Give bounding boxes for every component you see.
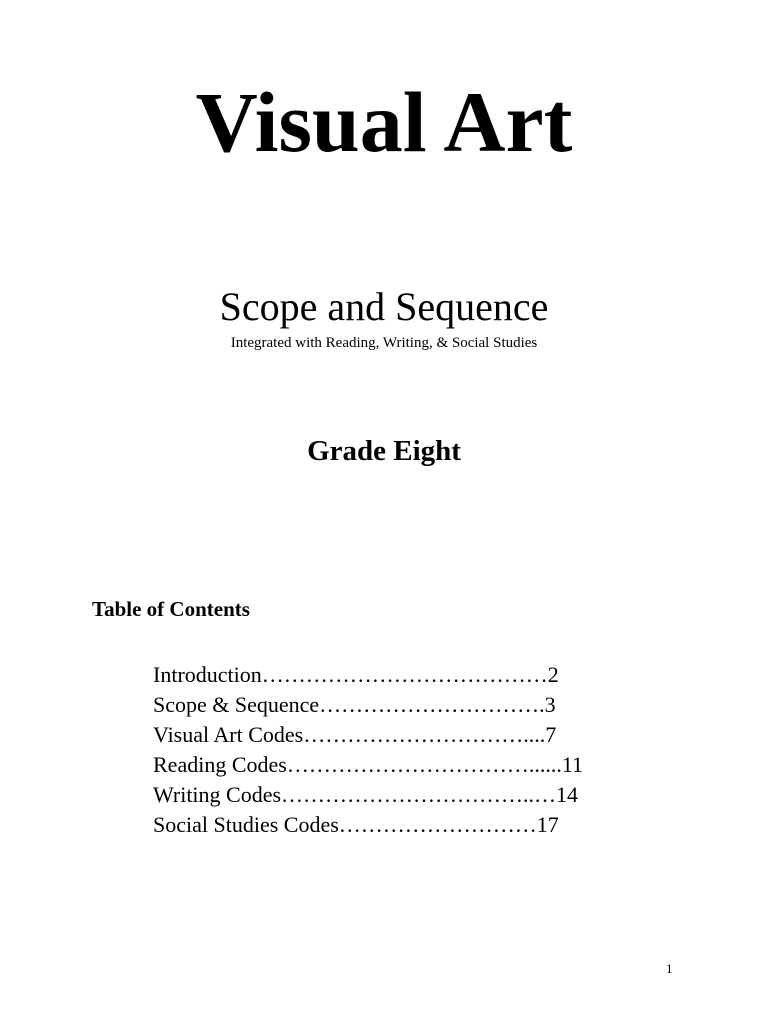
page-number: 1 bbox=[666, 961, 673, 976]
toc-entry-scope-sequence: Scope & Sequence………………………….3 bbox=[153, 692, 556, 717]
document-title: Visual Art bbox=[195, 74, 573, 170]
grade-heading: Grade Eight bbox=[307, 435, 461, 467]
table-of-contents-heading: Table of Contents bbox=[92, 597, 250, 621]
toc-entry-reading-codes: Reading Codes……………………………......11 bbox=[153, 752, 583, 777]
document-subtitle: Scope and Sequence bbox=[219, 284, 549, 329]
table-of-contents-list bbox=[153, 660, 583, 840]
toc-entry-writing-codes: Writing Codes……………………………..…14 bbox=[153, 782, 579, 807]
toc-entry-social-studies-codes: Social Studies Codes………………………17 bbox=[153, 812, 559, 837]
subtitle-note: Integrated with Reading, Writing, & Social Studies bbox=[230, 335, 538, 351]
toc-entry-introduction: Introduction…………………………………2 bbox=[153, 662, 559, 687]
toc-entry-visual-art-codes: Visual Art Codes…………………………....7 bbox=[153, 722, 557, 747]
